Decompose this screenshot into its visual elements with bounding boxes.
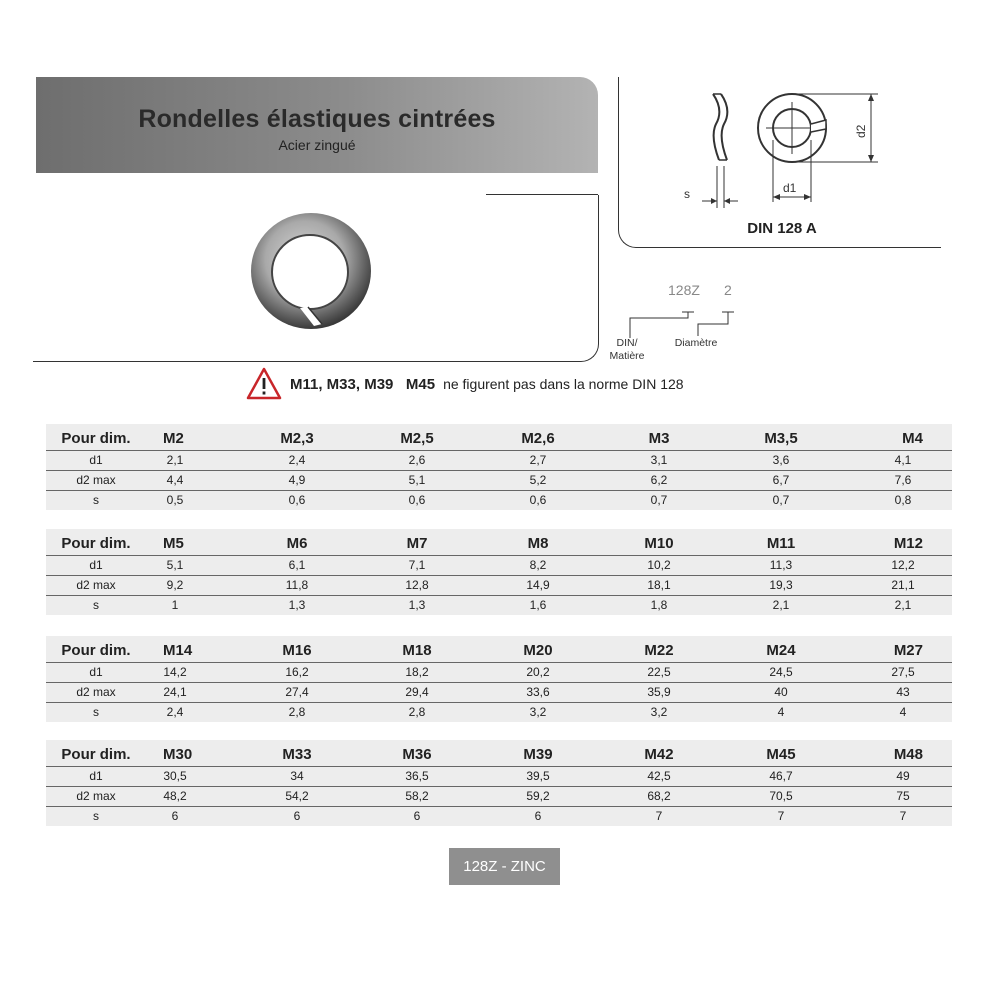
table-cell: 18,1 (647, 578, 671, 592)
table-cell: 14,2 (163, 665, 187, 679)
table-cell: 12,8 (405, 578, 429, 592)
table-cell: 42,5 (647, 769, 671, 783)
size-header: M39 (523, 746, 553, 763)
warning-sizes: M11, M33, M39 M45 (290, 375, 436, 393)
table-cell: 54,2 (285, 789, 309, 803)
table-cell: 6 (293, 809, 301, 823)
table-cell: 2,8 (408, 705, 426, 719)
table-header-row (46, 424, 952, 451)
table-cell: 19,3 (769, 578, 793, 592)
table-cell: 27,5 (891, 665, 915, 679)
table-cell: 1,6 (529, 598, 547, 612)
table-cell: 5,1 (408, 473, 426, 487)
row-label: s (93, 705, 99, 719)
table-cell: 24,1 (163, 685, 187, 699)
size-header: M5 (163, 535, 184, 552)
table-cell: 7 (899, 809, 907, 823)
din-standard-label: DIN 128 A (747, 220, 817, 237)
table-row (46, 787, 952, 807)
table-cell: 2,7 (529, 453, 547, 467)
table-cell: 1,8 (650, 598, 668, 612)
table-cell: 6 (413, 809, 421, 823)
table-cell: 24,5 (769, 665, 793, 679)
table-cell: 12,2 (891, 558, 915, 572)
size-header: M6 (286, 535, 308, 552)
table-cell: 0,6 (529, 493, 547, 507)
table-cell: 46,7 (769, 769, 793, 783)
table-cell: 11,3 (769, 558, 793, 572)
table-header-row (46, 636, 952, 663)
table-cell: 18,2 (405, 665, 429, 679)
dim-d2-label: d2 (854, 124, 868, 138)
row-label: s (93, 598, 99, 612)
dimension-table (46, 740, 952, 826)
table-row (46, 596, 952, 615)
table-cell: 39,5 (526, 769, 550, 783)
dim-s-label: s (684, 187, 690, 201)
row-label: s (93, 809, 99, 823)
page-title: Rondelles élastiques cintrées (138, 105, 496, 133)
size-header: M12 (893, 535, 923, 552)
table-cell: 43 (896, 685, 910, 699)
table-row (46, 807, 952, 826)
table-header-row (46, 529, 952, 556)
table-cell: 75 (896, 789, 910, 803)
table-cell: 8,2 (529, 558, 547, 572)
table-cell: 3,2 (650, 705, 668, 719)
table-cell: 6 (534, 809, 542, 823)
code-label-din-material (600, 337, 654, 363)
header-label: Pour dim. (61, 430, 131, 447)
table-cell: 2,1 (166, 453, 184, 467)
table-cell: 6 (171, 809, 179, 823)
size-header: M2,5 (400, 430, 434, 447)
table-cell: 3,2 (529, 705, 547, 719)
size-header: M20 (523, 642, 553, 659)
table-cell: 10,2 (647, 558, 671, 572)
table-cell: 33,6 (526, 685, 550, 699)
table-row (46, 663, 952, 683)
row-label: s (93, 493, 99, 507)
table-cell: 35,9 (647, 685, 671, 699)
table-cell: 0,5 (166, 493, 184, 507)
table-cell: 34 (290, 769, 304, 783)
code-part-din: 128Z (668, 282, 700, 298)
size-header: M2 (163, 430, 184, 447)
dimension-table (46, 529, 952, 615)
table-cell: 4,9 (288, 473, 306, 487)
size-header: M48 (893, 746, 923, 763)
code-part-diameter: 2 (724, 282, 732, 298)
size-header: M45 (766, 746, 796, 763)
code-label-din: DIN/ (616, 337, 638, 349)
header-label: Pour dim. (61, 642, 131, 659)
table-cell: 58,2 (405, 789, 429, 803)
size-header: M16 (282, 642, 312, 659)
table-cell: 11,8 (285, 578, 309, 592)
table-cell: 0,7 (650, 493, 668, 507)
size-header: M8 (527, 535, 549, 552)
dimension-table (46, 636, 952, 722)
table-row (46, 767, 952, 787)
table-cell: 1,3 (288, 598, 306, 612)
table-cell: 7 (655, 809, 663, 823)
size-header: M14 (163, 642, 193, 659)
table-cell: 16,2 (285, 665, 309, 679)
table-cell: 2,4 (166, 705, 184, 719)
page-subtitle: Acier zingué (278, 137, 356, 153)
warning-triangle-icon (246, 367, 282, 401)
table-cell: 4,4 (166, 473, 184, 487)
dimension-table (46, 424, 952, 510)
table-row (46, 703, 952, 722)
table-cell: 30,5 (163, 769, 187, 783)
table-row (46, 683, 952, 703)
size-header: M18 (402, 642, 432, 659)
size-header: M4 (902, 430, 923, 447)
table-cell: 1 (171, 598, 179, 612)
table-cell: 21,1 (891, 578, 915, 592)
table-cell: 7 (777, 809, 785, 823)
row-label: d2 max (76, 578, 116, 592)
table-cell: 27,4 (285, 685, 309, 699)
table-cell: 70,5 (769, 789, 793, 803)
table-cell: 0,7 (772, 493, 790, 507)
table-cell: 5,1 (166, 558, 184, 572)
table-cell: 3,1 (650, 453, 668, 467)
table-cell: 7,1 (408, 558, 426, 572)
table-cell: 36,5 (405, 769, 429, 783)
table-row (46, 471, 952, 491)
spring-washer-photo (248, 208, 378, 338)
title-banner (36, 77, 598, 173)
table-row (46, 576, 952, 596)
table-cell: 9,2 (166, 578, 184, 592)
reference-badge: 128Z - ZINC (449, 848, 560, 885)
table-cell: 2,1 (772, 598, 790, 612)
table-cell: 40 (774, 685, 788, 699)
header-label: Pour dim. (61, 535, 131, 552)
table-cell: 22,5 (647, 665, 671, 679)
table-cell: 6,7 (772, 473, 790, 487)
size-header: M36 (402, 746, 432, 763)
table-header-row (46, 740, 952, 767)
table-cell: 29,4 (405, 685, 429, 699)
table-row (46, 556, 952, 576)
size-header: M11 (766, 535, 796, 552)
dim-d1-label: d1 (783, 181, 797, 195)
size-header: M7 (406, 535, 428, 552)
table-cell: 59,2 (526, 789, 550, 803)
size-header: M2,6 (521, 430, 555, 447)
size-header: M3,5 (764, 430, 798, 447)
table-cell: 2,1 (894, 598, 912, 612)
row-label: d2 max (76, 789, 116, 803)
table-cell: 48,2 (163, 789, 187, 803)
size-header: M22 (644, 642, 674, 659)
table-cell: 49 (896, 769, 910, 783)
size-header: M33 (282, 746, 312, 763)
header-label: Pour dim. (61, 746, 131, 763)
table-cell: 4 (899, 705, 907, 719)
size-header: M42 (644, 746, 674, 763)
table-cell: 4 (777, 705, 785, 719)
size-header: M2,3 (280, 430, 314, 447)
table-row (46, 491, 952, 510)
size-header: M10 (644, 535, 674, 552)
row-label: d1 (89, 558, 103, 572)
table-cell: 0,6 (288, 493, 306, 507)
table-cell: 1,3 (408, 598, 426, 612)
row-label: d2 max (76, 473, 116, 487)
table-cell: 14,9 (526, 578, 550, 592)
size-header: M24 (766, 642, 796, 659)
code-label-material: Matière (609, 350, 645, 362)
code-label-diameter: Diamètre (674, 337, 718, 349)
table-cell: 0,6 (408, 493, 426, 507)
table-cell: 6,2 (650, 473, 668, 487)
table-cell: 5,2 (529, 473, 547, 487)
row-label: d1 (89, 665, 103, 679)
row-label: d2 max (76, 685, 116, 699)
row-label: d1 (89, 453, 103, 467)
table-row (46, 451, 952, 471)
table-cell: 68,2 (647, 789, 671, 803)
size-header: M27 (893, 642, 923, 659)
size-header: M3 (648, 430, 670, 447)
table-cell: 7,6 (894, 473, 912, 487)
table-cell: 0,8 (894, 493, 912, 507)
table-cell: 20,2 (526, 665, 550, 679)
table-cell: 6,1 (288, 558, 306, 572)
table-cell: 2,6 (408, 453, 426, 467)
table-cell: 2,8 (288, 705, 306, 719)
row-label: d1 (89, 769, 103, 783)
table-cell: 3,6 (772, 453, 790, 467)
table-cell: 4,1 (894, 453, 912, 467)
warning-notice (246, 367, 684, 401)
warning-text: ne figurent pas dans la norme DIN 128 (443, 376, 684, 392)
size-header: M30 (163, 746, 193, 763)
table-cell: 2,4 (288, 453, 306, 467)
